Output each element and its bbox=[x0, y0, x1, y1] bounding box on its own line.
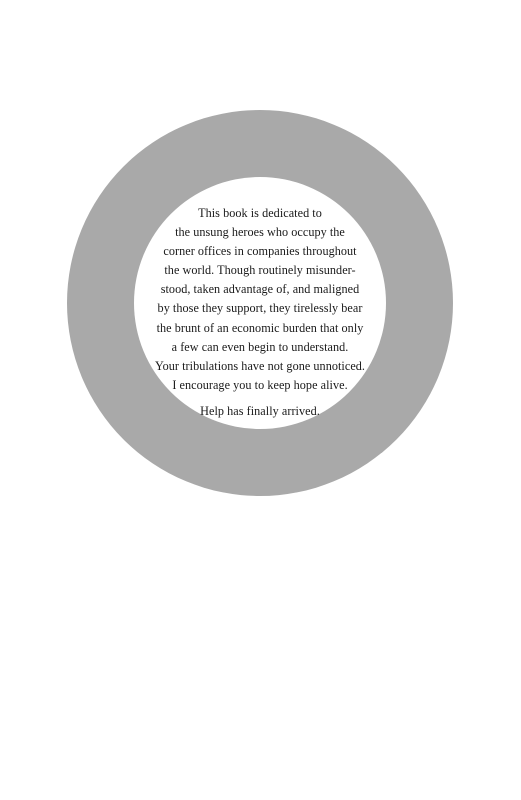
dedication-line: a few can even begin to understand. bbox=[171, 339, 349, 354]
dedication-closing-line: Help has finally arrived. bbox=[200, 403, 320, 418]
dedication-line: I encourage you to keep hope alive. bbox=[172, 377, 348, 392]
dedication-line: the unsung heroes who occupy the bbox=[175, 225, 345, 240]
dedication-line: This book is dedicated to bbox=[198, 206, 322, 220]
dedication-line: Your tribulations have not gone unnoticed. bbox=[154, 358, 366, 373]
dedication-line: the world. Though routinely misunder- bbox=[164, 263, 356, 278]
dedication-line: stood, taken advantage of, and maligned bbox=[160, 282, 360, 297]
dedication-line: corner offices in companies throughout bbox=[163, 244, 357, 259]
dedication-line: by those they support, they tirelessly bear bbox=[157, 301, 363, 316]
dedication-text bbox=[140, 204, 380, 421]
dedication-line: the brunt of an economic burden that only bbox=[156, 320, 364, 335]
